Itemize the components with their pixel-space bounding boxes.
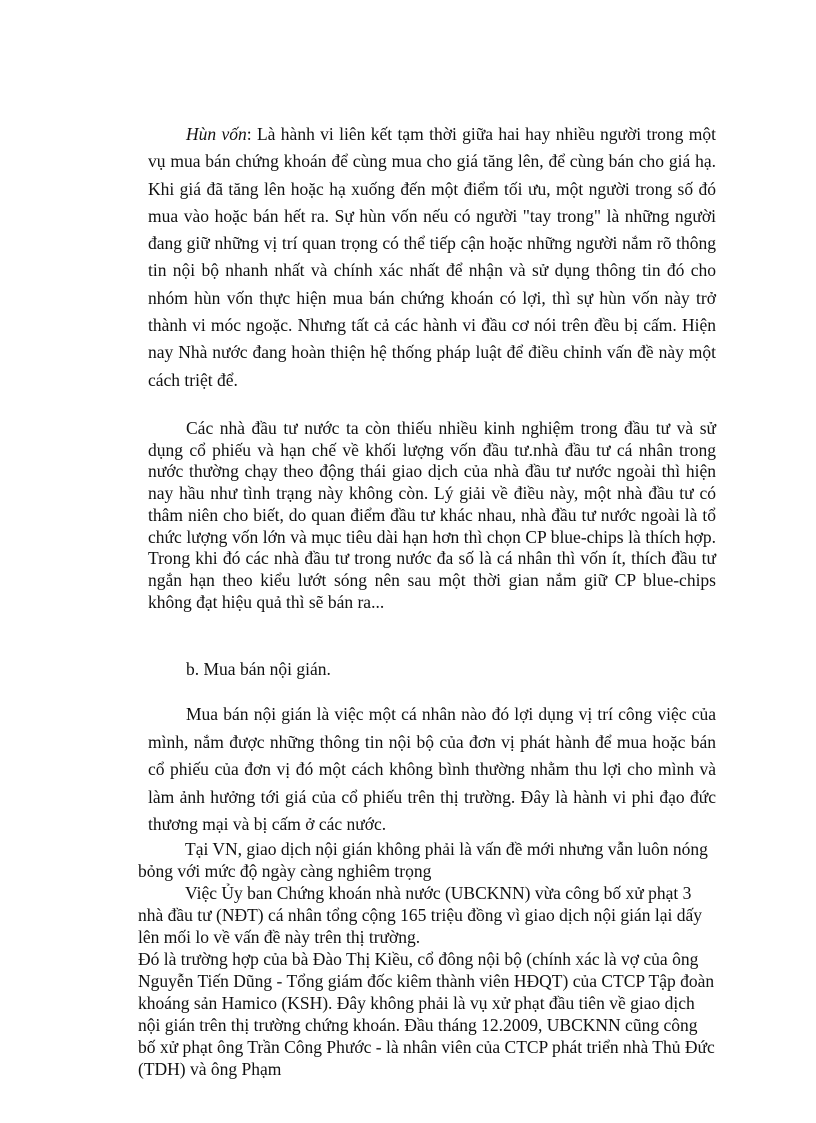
- paragraph-investors: Các nhà đầu tư nước ta còn thiếu nhiều kinh nghiệm trong đầu tư và sử dụng cổ phiếu và hạn chế về khối lượng vốn đầu tư.nhà đầu tư cá nhân trong nước thường chạy theo động thái giao dịch của nhà đầu tư nước ngoài thì hiện nay hầu như tình trạng này không còn. Lý giải về điều này, một nhà đầu tư có thâm niên cho biết, do quan điểm đầu tư khác nhau, nhà đầu tư nước ngoài là tổ chức lượng vốn lớn và mục tiêu dài hạn hơn thì chọn CP blue-chips là thích hợp. Trong khi đó các nhà đầu tư trong nước đa số là cá nhân thì vốn ít, thích đầu tư ngắn hạn theo kiểu lướt sóng nên sau một thời gian nắm giữ CP blue-chips không đạt hiệu quả thì sẽ bán ra...: [148, 418, 716, 612]
- paragraph-insider-definition: Mua bán nội gián là việc một cá nhân nào đó lợi dụng vị trí công việc của mình, nắm được những thông tin nội bộ của đơn vị phát hành để mua hoặc bán cổ phiếu của đơn vị đó một cách không bình thường nhằm thu lợi cho mình và làm ảnh hưởng tới giá của cổ phiếu trên thị trường. Đây là hành vi phi đạo đức thương mại và bị cấm ở các nước.: [148, 704, 716, 834]
- paragraph-case-details: Đó là trường hợp của bà Đào Thị Kiều, cổ đông nội bộ (chính xác là vợ của ông Nguyễn Tiến Dũng - Tổng giám đốc kiêm thành viên HĐQT) của CTCP Tập đoàn khoáng sản Hamico (KSH). Đây không phải là vụ xử phạt đầu tiên về giao dịch nội gián trên thị trường chứng khoán. Đầu tháng 12.2009, UBCKNN cũng công bố xử phạt ông Trần Công Phước - là nhân viên của CTCP phát triển nhà Thủ Đức (TDH) và ông Phạm: [138, 949, 715, 1079]
- paragraph-hun-von-text: : Là hành vi liên kết tạm thời giữa hai hay nhiều người trong một vụ mua bán chứng khoán để cùng mua cho giá tăng lên, để cùng bán cho giá hạ. Khi giá đã tăng lên hoặc hạ xuống đến một điểm tối ưu, một người trong số đó mua vào hoặc bán hết ra. Sự hùn vốn nếu có người "tay trong" là những người đang giữ những vị trí quan trọng có thể tiếp cận hoặc những người nắm rõ thông tin nội bộ nhanh nhất và chính xác nhất để nhận và sử dụng thông tin đó cho nhóm hùn vốn thực hiện mua bán chứng khoán có lợi, thì sự hùn vốn này trở thành vi móc ngoặc. Nhưng tất cả các hành vi đầu cơ nói trên đều bị cấm. Hiện nay Nhà nước đang hoàn thiện hệ thống pháp luật để điều chỉnh vấn đề này một cách triệt để.: [148, 124, 716, 390]
- paragraph-vn-insider: Tại VN, giao dịch nội gián không phải là vấn đề mới nhưng vẫn luôn nóng bỏng với mức độ ngày càng nghiêm trọng: [138, 839, 708, 881]
- section-heading-insider-trading: b. Mua bán nội gián.: [186, 659, 331, 679]
- paragraph-hun-von: [148, 121, 716, 394]
- paragraph-ubcknn-penalty: Việc Ủy ban Chứng khoán nhà nước (UBCKNN) vừa công bố xử phạt 3 nhà đầu tư (NĐT) cá nhân tổng cộng 165 triệu đồng vì giao dịch nội gián lại dấy lên mối lo về vấn đề này trên thị trường.: [138, 883, 702, 947]
- term-hun-von: Hùn vốn: [186, 124, 247, 144]
